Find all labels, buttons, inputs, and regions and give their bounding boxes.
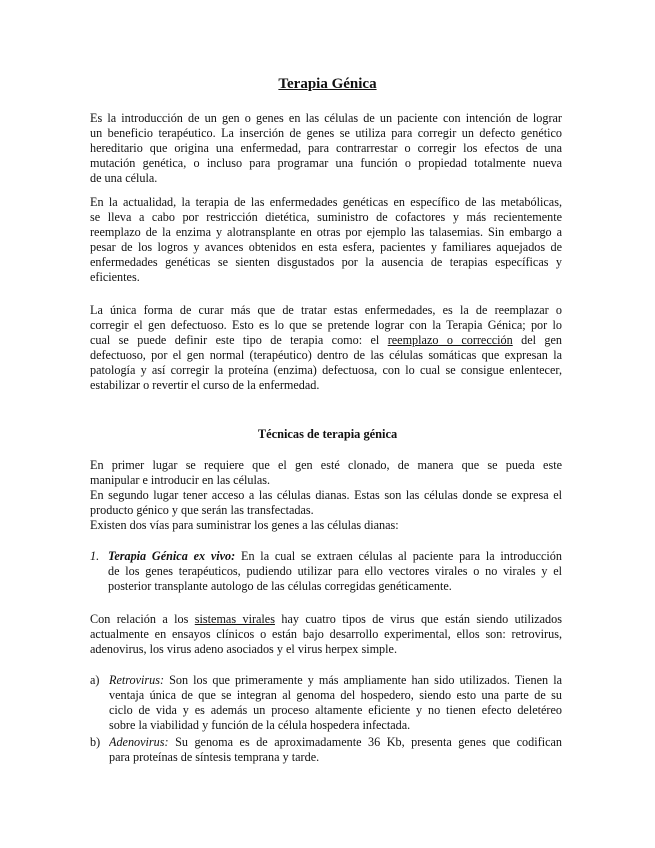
text-line: patología y así corregir la proteína (enzima) defectuosa, con lo cual se consigue enlentecer, [90, 363, 562, 377]
text-span: En la cual se extraen células al paciente para la introducción [235, 549, 562, 563]
text-line: producto génico y que serán las transfectadas. [90, 503, 314, 517]
text-line: reemplazo de la enzima y alotransplante en otras por ejemplo las talasemias. Sin embargo a [90, 225, 562, 239]
text-line: un beneficio terapéutico. La inserción de genes se utiliza para corregir un defecto genético [90, 126, 562, 140]
underlined-term: sistemas virales [194, 612, 275, 626]
text-line [109, 735, 562, 750]
text-line: La única forma de curar más que de tratar estas enfermedades, es la de reemplazar o [90, 303, 562, 317]
item-label: Adenovirus: [109, 735, 169, 749]
text-line: enfermedades genéticas se sienten disgustados por la ausencia de terapias específicas y [90, 255, 562, 269]
text-span: cual se puede definir este tipo de terapia como: el [90, 333, 388, 347]
text-line: defectuoso, por el gen normal (terapéutico) dentro de las células somáticas que expresan la [90, 348, 562, 362]
text-span: Son los que primeramente y más ampliamente han sido utilizados. Tienen la [164, 673, 562, 687]
text-line: actualmente en ensayos clínicos o están bajo desarrollo experimental, ellos son: retrovirus, [90, 627, 562, 641]
text-line: pesar de los logros y avances obtenidos en esta esfera, pacientes y familiares aquejados de [90, 240, 562, 254]
text-span: hay cuatro tipos de virus que están siendo utilizados [274, 612, 562, 626]
text-line: eficientes. [90, 270, 140, 284]
text-line [108, 549, 562, 564]
text-line: corregir el gen defectuoso. Esto es lo que se pretende lograr con la Terapia Génica; por lo [90, 318, 562, 332]
text-span: del gen [512, 333, 562, 347]
text-line: En primer lugar se requiere que el gen esté clonado, de manera que se pueda este [90, 458, 562, 472]
text-line: En segundo lugar tener acceso a las células dianas. Estas son las células donde se expresa el [90, 488, 562, 502]
text-line [109, 673, 562, 688]
text-span: Con relación a los [90, 612, 195, 626]
list-marker: b) [90, 735, 101, 749]
text-line: Existen dos vías para suministrar los genes a las células dianas: [90, 518, 399, 532]
text-line: estabilizar o revertir el curso de la enfermedad. [90, 378, 320, 392]
underlined-term: reemplazo o corrección [387, 333, 513, 347]
text-line: se lleva a cabo por restricción dietética, suministro de cofactores y más recientemente [90, 210, 562, 224]
text-line: Es la introducción de un gen o genes en las células de un paciente con intención de lograr [90, 111, 562, 125]
text-line: ciclo de vida y es además un proceso altamente eficiente y no tienen efecto deletéreo [109, 703, 562, 717]
section-subtitle: Técnicas de terapia génica [257, 427, 398, 441]
text-line: En la actualidad, la terapia de las enfermedades genéticas en específico de las metabólicas, [90, 195, 562, 209]
text-span: Su genoma es de aproximadamente 36 Kb, presenta genes que codifican [168, 735, 562, 749]
text-line: para proteínas de síntesis temprana y tarde. [109, 750, 320, 764]
text-line: posterior transplante autologo de las células corregidas genéticamente. [108, 579, 452, 593]
list-marker: a) [90, 673, 100, 687]
document-title: Terapia Génica [278, 76, 377, 92]
text-line: sobre la viabilidad y función de la célula hospedera infectada. [109, 718, 411, 732]
text-line: hereditario que origina una enfermedad, para contrarrestar o corregir los efectos de una [90, 141, 562, 155]
text-line: de una célula. [90, 171, 158, 185]
text-line [90, 333, 562, 348]
text-line: de los genes terapéuticos, pudiendo utilizar para ello vectores virales o no virales y el [108, 564, 562, 578]
item-label: Retrovirus: [109, 673, 165, 687]
text-line: mutación genética, o incluso para programar una función o propiedad totalmente nueva [90, 156, 562, 170]
text-line [90, 612, 562, 627]
text-line: adenovirus, los virus adeno asociados y el virus herpex simple. [90, 642, 397, 656]
list-marker: 1. [90, 549, 100, 563]
item-label: Terapia Génica ex vivo: [108, 549, 236, 563]
text-line: ventaja única de que se integran al genoma del hospedero, siendo esto una parte de su [109, 688, 562, 702]
text-line: manipular e introducir en las células. [90, 473, 271, 487]
